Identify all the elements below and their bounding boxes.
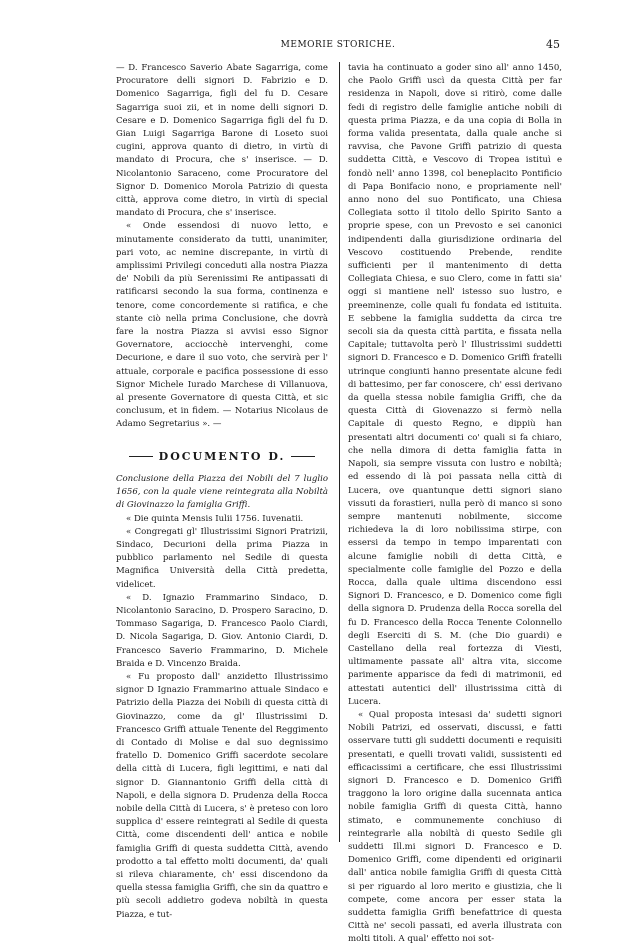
heading-rule-left: [129, 456, 153, 457]
left-paragraph-4: « Congregati gl' Illustrissimi Signori Pratrizii, Sindaco, Decurioni della prima Piazza in pubblico parlamento nel Sedile di questa Magnifica Università della Città predetta, videlicet.: [116, 526, 328, 590]
running-title: MEMORIE STORICHE.: [280, 40, 396, 50]
right-column: [348, 62, 562, 947]
column-divider: [339, 62, 340, 842]
left-paragraph-3: « Die quinta Mensis Iulii 1756. Iuvenatii.: [126, 513, 304, 524]
page-number: 45: [546, 38, 560, 51]
right-paragraph-1: tavia ha continuato a goder sino all' anno 1450, che Paolo Griffi uscì da questa Città per far residenza in Napoli, dove si ritirò, come dalle fedi di registro delle famiglie antiche nobili di questa prima Piazza, e da una copia di Bolla in forma valida presentata, dalla quale anche si ravvisa, che Pavone Griffi patrizio di questa suddetta Città, e Vescovo di Tropea istituì e fondò nell' anno 1398, col beneplacito Pontificio di Papa Bonifacio nono, e propriamente nell' anno nono del suo Pontificato, una Chiesa Collegiata sotto il titolo dello Spirito Santo a proprie spese, con un Prevosto e sei canonici indipendenti dalla giurisdizione ordinaria del Vescovo costituendo Prebende, rendite sufficienti per il mantenimento di detta Collegiata Chiesa, e suo Clero, come in fatti sia' oggi si mantiene nell' istesso suo lustro, e preeminenze, colle quali fu fondata ed istituita. E sebbene la famiglia suddetta da circa tre secoli sia da questa città partita, e fissata nella Capitale; tuttavolta però l' Illustrissimi suddetti signori D. Francesco e D. Domenico Griffi fratelli utrinque congiunti hanno presentate alcune fedi di battesimo, per far conoscere, ch' essi derivano da quella stessa nobile famiglia Griffi, che da questa Città di Giovenazzo si fermò nella Capitale di questo Regno, e dippiù han presentati altri documenti co' quali si fa chiaro, che nella dimora di detta famiglia fatta in Napoli, sia sempre vissuta con lustro e nobiltà; ed essendo di là poi passata nella città di Lucera, ove quantunque detti signori siano vissuti da forastieri, nulla però di manco si sono sempre mantenuti nobilmente, siccome richiedeva la di loro nobilissima stirpe, con essersi da tempo in tempo imparentati con alcune famiglie nobili di detta Città, e specialmente colle famiglie del Pozzo e della Rocca, dalla quale ultima discendono essi Signori D. Francesco, e D. Domenico come figli della signora D. Prudenza della Rocca sorella del fu D. Francesco della Rocca Tenente Colonnello degli Eserciti di S. M. (che Dio guardi) e Castellano della real fortezza di Viesti, ultimamente passate all' altra vita, siccome parimente apparisce da fedi di matrimonii, ed attestati autentici dell' illustrissima città di Lucera.: [348, 63, 562, 707]
heading-rule-right: [291, 456, 315, 457]
right-paragraph-2: « Qual proposta intesasi da' sudetti signori Nobili Patrizi, ed osservati, discussi, e fatti osservare tutti gli suddetti documenti e requisiti presentati, e quelli trovati validi, sussistenti ed efficacissimi a certificare, che essi Illustrissimi signori D. Francesco e D. Domenico Griffi traggono la loro origine dalla sucennata antica nobile famiglia Griffi di questa Città, hanno stimato, e communemente conchiuso di reintegrarle alla nobiltà di questo Sedile gli suddetti Ill.mi signori D. Francesco e D. Domenico Griffi, come dipendenti ed originarii dall' antica nobile famiglia Griffi di questa Città si per riguardo al loro merito e giustizia, che li compete, come ancora per esser stata la suddetta famiglia Griffi benefattrice di questa Città ne' secoli passati, ed averla illustrata con molti titoli. A qual' effetto noi sot-: [348, 709, 562, 945]
left-column: [116, 62, 328, 922]
document-heading: [116, 450, 328, 463]
page-header: [116, 40, 560, 54]
left-paragraph-1: — D. Francesco Saverio Abate Sagarriga, come Procuratore delli signori D. Fabrizio e D. Domenico Sagarriga, figli del fu D. Cesare Sagarriga suoi zii, et in nome delli signori D. Cesare e D. Domenico Sagarriga figli del fu D. Gian Luigi Sagarriga Barone di Loseto suoi cugini, approva quanto di dietro, in virtù di mandato di Procura, che s' inserisce. — D. Nicolantonio Saraceno, come Procuratore del Signor D. Domenico Morola Patrizio di questa città, approva come dietro, in virtù di special mandato di Procura, che s' inserisce.: [116, 63, 328, 219]
document-caption: Conclusione della Piazza dei Nobili del 7 luglio 1656, con la quale viene reintegrata alla Nobiltà di Giovinazzo la famiglia Griffi.: [116, 473, 328, 511]
document-title: DOCUMENTO D.: [158, 449, 286, 463]
left-paragraph-6: « Fu proposto dall' anzidetto Illustrissimo signor D Ignazio Frammarino attuale Sindaco e Patrizio della Piazza dei Nobili di questa città di Giovinazzo, come da gl' Illustrissimi D. Francesco Griffi attuale Tenente del Reggimento di Contado di Molise e dal suo degnissimo fratello D. Domenico Griffi sacerdote secolare della città di Lucera, figli legittimi, e nati dal signor D. Giannantonio Griffi della città di Napoli, e della signora D. Prudenza della Rocca nobile della Città di Lucera, s' è preteso con loro supplica d' essere reintegrati al Sedile di questa Città, come discendenti dell' antica e nobile famiglia Griffi di questa suddetta Città, avendo prodotto a tal effetto molti documenti, da' quali si rileva chiaramente, ch' essi discendono da quella stessa famiglia Griffi, che sin da quattro e più secoli addietro godeva nobiltà in questa Piazza, e tut-: [116, 671, 328, 920]
left-paragraph-5: « D. Ignazio Frammarino Sindaco, D. Nicolantonio Saracino, D. Prospero Saracino, D. Tommaso Sagariga, D. Francesco Paolo Ciardi, D. Nicola Sagariga, D. Giov. Antonio Ciardi, D. Francesco Saverio Frammarino, D. Michele Braida e D. Vincenzo Braida.: [116, 592, 328, 669]
left-paragraph-2: « Onde essendosi di nuovo letto, e minutamente considerato da tutti, unanimiter, pari voto, ac nemine discrepante, in virtù di amplissimi Privilegi conceduti alla nostra Piazza de' Nobili da più Serenissimi Re antipassati di ratificarsi secondo la sua forma, continenza e tenore, come concordemente si ratifica, e che stante ciò nella prima Conclusione, che dovrà fare la nostra Piazza si avvisi esso Signor Governatore, acciocchè intervenghi, come Decurione, e dare il suo voto, che servirà per l' attuale, corporale e pacifica possessione di esso Signor Michele Iurado Marchese di Villanuova, al presente Governatore di questa Città, et sic conclusum, et in fidem. — Notarius Nicolaus de Adamo Segretarius ». —: [116, 221, 328, 430]
